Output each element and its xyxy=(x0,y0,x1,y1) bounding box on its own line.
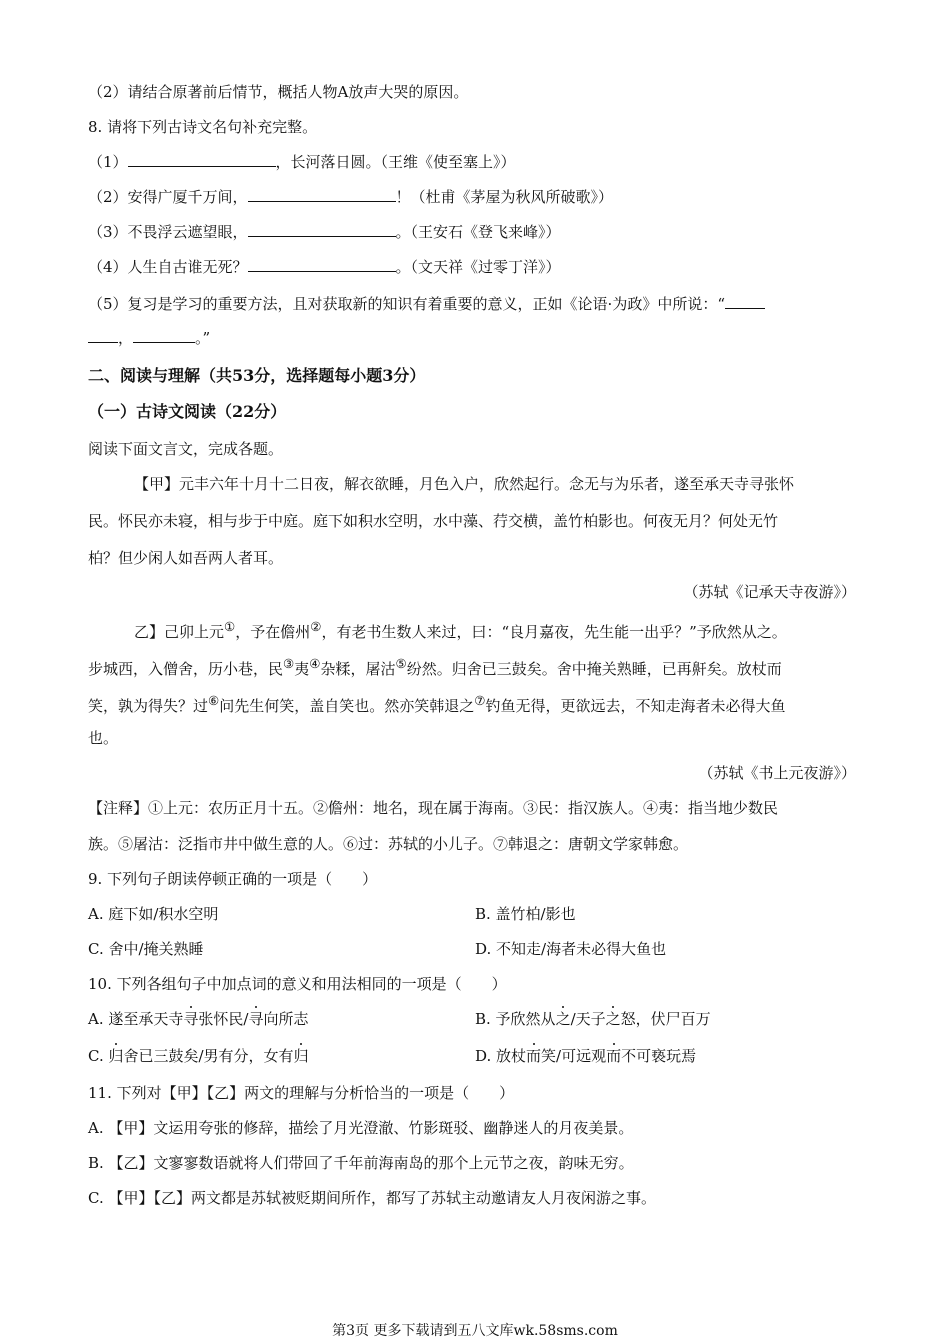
q9-option-c[interactable]: C. 舍中/掩关熟睡 xyxy=(88,940,204,958)
fill-blank[interactable] xyxy=(248,222,396,237)
fill-blank[interactable] xyxy=(133,328,195,343)
fill-blank[interactable] xyxy=(725,294,765,309)
section-2-title: 二、阅读与理解（共53分，选择题每小题3分） xyxy=(88,366,426,385)
page-footer: 第3页 更多下载请到五八文库wk.58sms.com xyxy=(332,1323,618,1339)
text-yi-line-2: 步城西，入僧舍，历小巷，民③夷④杂糅，屠沽⑤纷然。归舍已三鼓矣。舍中掩关熟睡，已再鼾矣。放杖而 xyxy=(88,656,782,678)
q8-stem: 8. 请将下列古诗文名句补充完整。 xyxy=(88,118,318,136)
q8-item-5-line1: （5）复习是学习的重要方法，且对获取新的知识有着重要的意义，正如《论语·为政》中所说：“ xyxy=(88,294,765,314)
q8-item-4: （4）人生自古谁无死？ 。（文天祥《过零丁洋》） xyxy=(88,258,561,276)
dotted-word: 寻 xyxy=(248,1010,264,1028)
fill-blank[interactable] xyxy=(248,257,396,272)
reading-instruction: 阅读下面文言文，完成各题。 xyxy=(88,440,284,458)
text-yi-line-3: 笑，孰为得失？过⑥问先生何笑，盖自笑也。然亦笑韩退之⑦钓鱼无得，更欲远去，不知走海者未必得大鱼 xyxy=(88,693,786,715)
text-jia-line-2: 民。怀民亦未寝，相与步于中庭。庭下如积水空明，水中藻、荇交横，盖竹柏影也。何夜无月？何处无竹 xyxy=(88,512,779,530)
q10-option-c[interactable]: C. 归舍已三鼓矣/男有分，女有归 xyxy=(88,1047,309,1065)
text-jia-source: （苏轼《记承天寺夜游》） xyxy=(683,583,856,601)
q11-option-c[interactable]: C. 【甲】【乙】两文都是苏轼被贬期间所作，都写了苏轼主动邀请友人月夜闲游之事。 xyxy=(88,1189,656,1207)
q9-option-d[interactable]: D. 不知走/海者未必得大鱼也 xyxy=(475,940,667,958)
dotted-word: 归 xyxy=(108,1047,124,1065)
dotted-word: 之 xyxy=(555,1010,571,1028)
dotted-word: 而 xyxy=(526,1047,542,1065)
fill-blank[interactable] xyxy=(128,152,276,167)
fill-blank[interactable] xyxy=(88,328,118,343)
q9-stem: 9. 下列句子朗读停顿正确的一项是（ ） xyxy=(88,870,378,888)
q11-option-b[interactable]: B. 【乙】文寥寥数语就将人们带回了千年前海南岛的那个上元节之夜，韵味无穷。 xyxy=(88,1154,634,1172)
q7-part2: （2）请结合原著前后情节，概括人物A放声大哭的原因。 xyxy=(88,83,469,101)
subsection-1-title: （一）古诗文阅读（22分） xyxy=(88,402,287,421)
dotted-word: 寻 xyxy=(183,1010,199,1028)
dotted-word: 而 xyxy=(606,1047,622,1065)
fill-blank[interactable] xyxy=(248,187,396,202)
q8-item-5-line2: ， 。” xyxy=(88,328,210,348)
text-jia-line-1: 【甲】元丰六年十月十二日夜，解衣欲睡，月色入户，欣然起行。念无与为乐者，遂至承天寺寻张怀 xyxy=(134,475,795,493)
q8-item-1: （1） ，长河落日圆。（王维《使至塞上》） xyxy=(88,153,516,171)
dotted-word: 归 xyxy=(293,1047,309,1065)
text-yi-line-4: 也。 xyxy=(88,729,119,747)
q11-stem: 11. 下列对【甲】【乙】两文的理解与分析恰当的一项是（ ） xyxy=(88,1084,515,1102)
q8-item-2: （2）安得广厦千万间， ！（杜甫《茅屋为秋风所破歌》） xyxy=(88,188,614,206)
q11-option-a[interactable]: A. 【甲】文运用夸张的修辞，描绘了月光澄澈、竹影斑驳、幽静迷人的月夜美景。 xyxy=(88,1119,634,1137)
text-jia-line-3: 柏？但少闲人如吾两人者耳。 xyxy=(88,549,284,567)
notes-line-2: 族。⑤屠沽：泛指市井中做生意的人。⑥过：苏轼的小儿子。⑦韩退之：唐朝文学家韩愈。 xyxy=(88,835,689,853)
dotted-word: 之 xyxy=(605,1010,621,1028)
q10-option-b[interactable]: B. 予欣然从之/天子之怒，伏尸百万 xyxy=(475,1010,711,1028)
q9-option-a[interactable]: A. 庭下如/积水空明 xyxy=(88,905,219,923)
q10-option-a[interactable]: A. 遂至承天寺寻张怀民/寻向所志 xyxy=(88,1010,309,1028)
text-yi-line-1: 乙】己卯上元①，予在儋州②，有老书生数人来过，曰：“良月嘉夜，先生能一出乎？”予欣然从之。 xyxy=(134,619,787,641)
q8-item-3: （3）不畏浮云遮望眼， 。（王安石《登飞来峰》） xyxy=(88,223,561,241)
q9-option-b[interactable]: B. 盖竹柏/影也 xyxy=(475,905,576,923)
q10-stem: 10. 下列各组句子中加点词的意义和用法相同的一项是（ ） xyxy=(88,975,507,993)
q10-option-d[interactable]: D. 放杖而笑/可远观而不可亵玩焉 xyxy=(475,1047,697,1065)
text-yi-source: （苏轼《书上元夜游》） xyxy=(698,764,856,782)
notes-line-1: 【注释】①上元：农历正月十五。②儋州：地名，现在属于海南。③民：指汉族人。④夷：指当地少数民 xyxy=(88,799,779,817)
